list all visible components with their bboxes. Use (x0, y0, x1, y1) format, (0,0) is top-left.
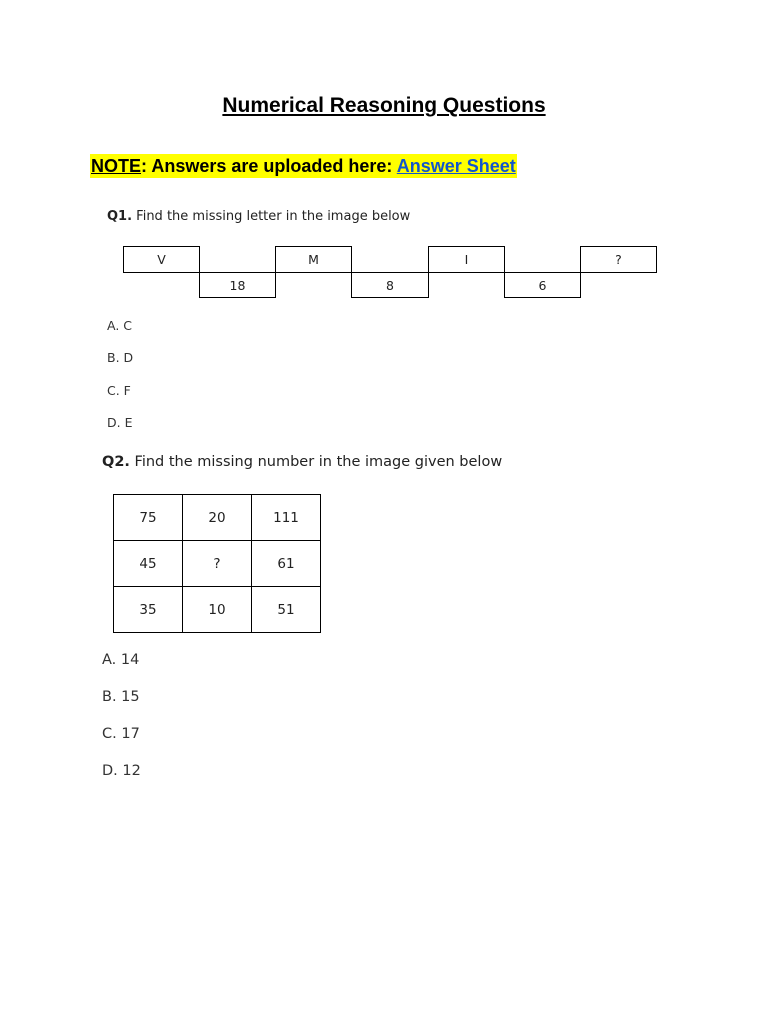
q1-top-cell: ? (580, 246, 657, 273)
answer-note (90, 154, 517, 178)
grid-row (114, 587, 321, 633)
q2-option: D. 12 (102, 763, 141, 779)
grid-cell: 111 (252, 495, 321, 541)
grid-cell: 75 (114, 495, 183, 541)
q1-bottom-cell: 8 (351, 272, 429, 298)
grid-row (114, 541, 321, 587)
q2-option: C. 17 (102, 726, 140, 742)
grid-cell: 51 (252, 587, 321, 633)
q1-option: C. F (107, 383, 131, 398)
q1-question (107, 209, 410, 224)
q1-option: A. C (107, 318, 133, 333)
q1-number: Q1. (107, 209, 133, 224)
grid-cell: ? (183, 541, 252, 587)
note-label: NOTE (91, 156, 142, 176)
grid-cell: 20 (183, 495, 252, 541)
note-text: : Answers are uploaded here: (141, 156, 397, 176)
grid-cell: 45 (114, 541, 183, 587)
grid-cell: 61 (252, 541, 321, 587)
grid-cell: 10 (183, 587, 252, 633)
page-title: Numerical Reasoning Questions (222, 94, 546, 117)
q1-top-cell: V (123, 246, 200, 273)
grid-cell: 35 (114, 587, 183, 633)
q1-top-cell: I (428, 246, 505, 273)
q2-option: B. 15 (102, 689, 140, 705)
q1-option: B. D (107, 350, 134, 365)
grid-row (114, 495, 321, 541)
q1-bottom-cell: 18 (199, 272, 276, 298)
q2-grid (113, 494, 321, 633)
q1-option: D. E (107, 415, 133, 430)
q1-text: Find the missing letter in the image below (132, 209, 411, 224)
answer-sheet-link[interactable]: Answer Sheet (396, 156, 516, 176)
q1-top-cell: M (275, 246, 352, 273)
q2-text: Find the missing number in the image given below (129, 454, 503, 470)
q1-bottom-cell: 6 (504, 272, 581, 298)
q2-option: A. 14 (102, 652, 140, 668)
q2-question (102, 454, 502, 470)
q2-number: Q2. (102, 454, 130, 470)
